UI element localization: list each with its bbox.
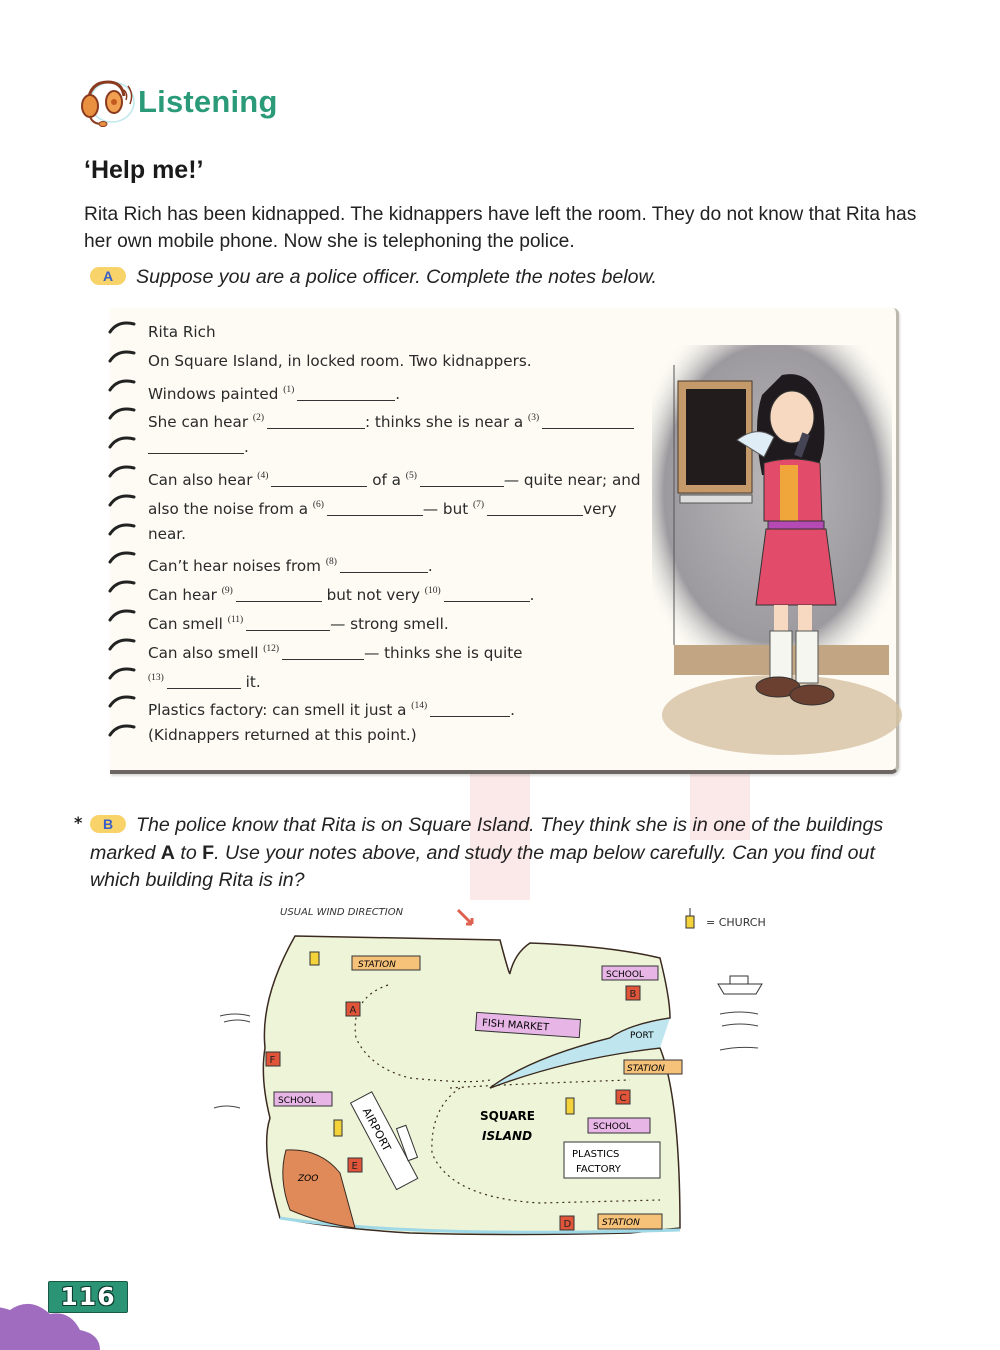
svg-text:C: C xyxy=(619,1093,627,1104)
blank-number: (12) xyxy=(263,643,280,654)
note-line xyxy=(148,318,628,347)
island-name-line1: SQUARE xyxy=(480,1109,535,1123)
note-line xyxy=(148,376,628,405)
note-text: (Kidnappers returned at this point.) xyxy=(148,726,417,745)
note-line xyxy=(148,462,641,491)
blank-number: (11) xyxy=(227,614,244,625)
note-text: Can smell xyxy=(148,614,223,633)
svg-text:FACTORY: FACTORY xyxy=(576,1164,621,1175)
note-text: Can also smell xyxy=(148,643,259,662)
note-text: Rita Rich xyxy=(148,323,216,341)
blank-number: (7) xyxy=(473,499,485,510)
note-text: Can also hear xyxy=(148,470,253,489)
church-icon xyxy=(310,952,319,965)
church-legend-icon xyxy=(686,908,694,928)
answer-blank-7[interactable] xyxy=(487,499,583,516)
spiral-ring xyxy=(108,464,136,478)
plastics-factory-label xyxy=(564,1142,660,1178)
task-b-bold: F xyxy=(202,841,215,864)
task-a-text: Suppose you are a police officer. Complete the notes below. xyxy=(136,266,658,288)
spiral-ring xyxy=(108,694,136,708)
note-text: very xyxy=(583,499,617,518)
blank-number: (14) xyxy=(411,701,428,712)
church-legend-label: = CHURCH xyxy=(706,916,766,929)
task-b-text: The police know that Rita is on Square Island. They think she is in one of the buildings marked xyxy=(90,814,884,864)
note-line xyxy=(148,491,628,520)
blank-number: (2) xyxy=(252,413,264,424)
svg-text:F: F xyxy=(269,1055,276,1066)
note-line xyxy=(148,721,628,750)
note-text: . xyxy=(244,438,249,457)
note-text: . xyxy=(510,701,515,720)
building-marker-a[interactable] xyxy=(346,1002,360,1016)
station-east-label xyxy=(624,1060,682,1074)
note-text: of a xyxy=(372,470,401,489)
church-icon xyxy=(334,1120,342,1136)
blank-number: (13) xyxy=(148,672,164,683)
spiral-ring xyxy=(108,378,136,392)
building-marker-b[interactable] xyxy=(626,986,640,1000)
spiral-ring xyxy=(108,493,136,507)
answer-blank-6[interactable] xyxy=(327,499,423,516)
note-line xyxy=(148,635,628,664)
spiral-ring xyxy=(108,320,136,334)
spiral-ring xyxy=(108,579,136,593)
svg-text:SCHOOL: SCHOOL xyxy=(593,1122,631,1132)
note-text: Can’t hear noises from xyxy=(148,557,321,576)
school-ne-label xyxy=(602,966,658,980)
building-marker-e[interactable] xyxy=(348,1158,362,1172)
svg-text:STATION: STATION xyxy=(602,1218,640,1228)
answer-blank-9[interactable] xyxy=(236,585,322,602)
blank-number: (6) xyxy=(312,499,324,510)
note-text: . xyxy=(529,586,535,605)
blank-number: (8) xyxy=(325,557,337,568)
task-a-badge: A xyxy=(90,267,126,285)
note-text: Can hear xyxy=(148,586,217,605)
note-text: : thinks she is near a xyxy=(364,413,524,432)
note-line xyxy=(148,577,628,606)
wind-arrow-icon xyxy=(458,910,472,924)
answer-blank-13[interactable] xyxy=(167,672,241,689)
task-b-text: . Use your notes above, and study the map below carefully. Can you find out which building Rita is in? xyxy=(90,841,875,892)
spiral-ring xyxy=(108,637,136,651)
intro-paragraph: Rita Rich has been kidnapped. The kidnappers have left the room. They do not know that Rita has her own mobile phone. Now she is telephoning the police. xyxy=(84,204,917,252)
svg-text:AIRPORT: AIRPORT xyxy=(359,1105,394,1154)
svg-text:SCHOOL: SCHOOL xyxy=(278,1096,316,1106)
note-line xyxy=(148,347,628,376)
blank-number: (5) xyxy=(405,470,417,481)
section-title: Listening xyxy=(138,84,278,119)
note-text: . xyxy=(395,384,401,403)
svg-text:PLASTICS: PLASTICS xyxy=(572,1149,620,1160)
answer-blank-11[interactable] xyxy=(246,614,330,631)
notes-list xyxy=(148,318,641,750)
spiral-ring xyxy=(108,435,136,449)
spiral-ring xyxy=(108,550,136,564)
school-east-label xyxy=(588,1118,650,1133)
church-icon xyxy=(566,1098,574,1114)
station-north-label xyxy=(352,956,420,970)
answer-blank-5[interactable] xyxy=(420,470,504,487)
note-line xyxy=(148,664,628,693)
svg-text:B: B xyxy=(629,989,637,1000)
note-text: — quite near; and xyxy=(503,470,641,489)
answer-blank-14[interactable] xyxy=(430,700,510,717)
task-b-bold: A xyxy=(160,841,175,864)
svg-text:STATION: STATION xyxy=(627,1064,665,1074)
station-south-label xyxy=(598,1214,662,1229)
answer-blank-3-cont[interactable] xyxy=(148,437,244,454)
spiral-ring xyxy=(108,522,136,536)
answer-blank-4[interactable] xyxy=(271,470,367,487)
svg-text:FISH MARKET: FISH MARKET xyxy=(481,1017,550,1034)
note-line xyxy=(148,433,628,462)
answer-blank-2[interactable] xyxy=(267,412,365,429)
task-b-instruction xyxy=(90,812,920,895)
task-b-badge: B xyxy=(90,815,126,833)
square-island-map xyxy=(210,898,790,1258)
note-line xyxy=(148,606,628,635)
svg-text:STATION: STATION xyxy=(358,960,396,970)
blank-number: (10) xyxy=(424,586,441,597)
island-name-line2: ISLAND xyxy=(482,1129,533,1143)
task-b-text: to xyxy=(174,841,203,864)
building-marker-c[interactable] xyxy=(616,1090,630,1104)
note-line xyxy=(148,404,628,433)
note-text: — strong smell. xyxy=(330,614,449,633)
note-text: . xyxy=(427,557,433,576)
note-line xyxy=(148,692,628,721)
note-text: On Square Island, in locked room. Two kidnappers. xyxy=(148,351,532,370)
note-text: — but xyxy=(422,499,469,518)
lesson-title: ‘Help me!’ xyxy=(84,156,204,184)
svg-text:D: D xyxy=(563,1219,572,1230)
blank-number: (3) xyxy=(528,413,540,424)
note-line xyxy=(148,548,628,577)
blank-number: (9) xyxy=(221,586,233,597)
svg-text:SCHOOL: SCHOOL xyxy=(606,970,644,980)
building-marker-d[interactable] xyxy=(560,1216,574,1230)
blank-number: (4) xyxy=(257,470,269,481)
note-text: Plastics factory: can smell it just a xyxy=(148,701,407,720)
school-west-label xyxy=(274,1092,332,1106)
spiral-ring xyxy=(108,666,136,680)
task-a-instruction xyxy=(90,266,657,289)
answer-blank-12[interactable] xyxy=(282,643,364,660)
port-label: PORT xyxy=(630,1031,654,1041)
note-text: but not very xyxy=(326,586,420,605)
spiral-ring xyxy=(108,349,136,363)
note-line xyxy=(148,520,628,549)
page-number: 116 xyxy=(48,1281,128,1313)
answer-blank-1[interactable] xyxy=(297,384,395,401)
svg-text:A: A xyxy=(349,1005,357,1016)
svg-text:E: E xyxy=(351,1161,358,1172)
note-text: She can hear xyxy=(148,413,249,432)
note-text: Windows painted xyxy=(148,384,279,403)
note-text: it. xyxy=(245,672,261,691)
note-text: — thinks she is quite xyxy=(364,643,523,662)
zoo-label: ZOO xyxy=(298,1174,319,1184)
challenge-star: * xyxy=(74,813,83,832)
girl-on-phone-illustration xyxy=(652,345,902,760)
blank-number: (1) xyxy=(283,384,295,395)
answer-blank-3[interactable] xyxy=(542,412,634,429)
answer-blank-10[interactable] xyxy=(444,585,530,602)
building-marker-f[interactable] xyxy=(266,1052,280,1066)
answer-blank-8[interactable] xyxy=(340,556,428,573)
notepad-spiral xyxy=(108,318,142,758)
headphones-icon xyxy=(78,76,136,128)
spiral-ring xyxy=(108,608,136,622)
note-text: near. xyxy=(148,524,186,543)
ship-icon xyxy=(718,976,762,994)
spiral-ring xyxy=(108,406,136,420)
wind-direction-label: USUAL WIND DIRECTION xyxy=(280,907,404,918)
spiral-ring xyxy=(108,723,136,737)
note-text: also the noise from a xyxy=(148,499,309,518)
